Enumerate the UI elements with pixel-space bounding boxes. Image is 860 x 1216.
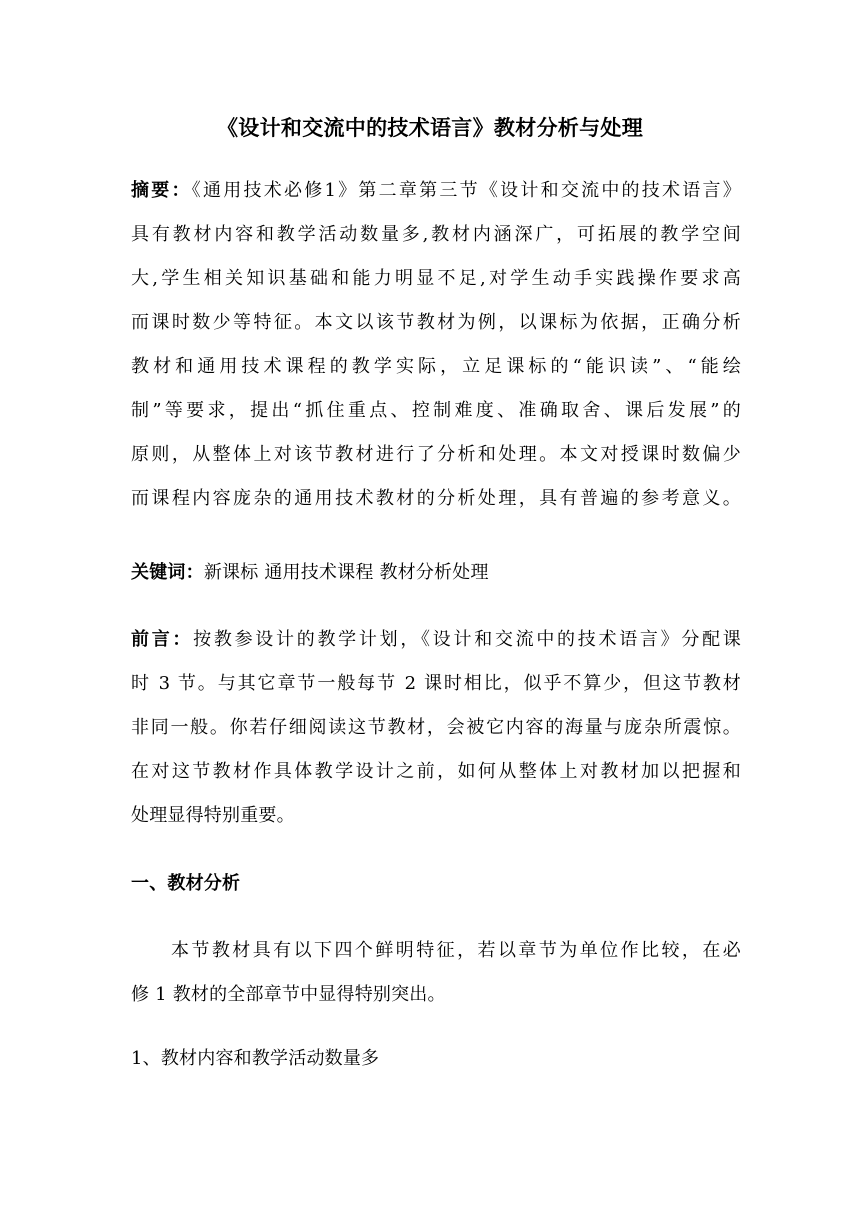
section-paragraph-line-1: 本节教材具有以下四个鲜明特征，若以章节为单位作比较，在必 <box>171 940 741 961</box>
abstract-line: 而课时数少等特征。本文以该节教材为例，以课标为依据，正确分析 <box>131 312 741 333</box>
preface-line-1 <box>131 627 741 653</box>
section-heading: 一、教材分析 <box>131 873 241 894</box>
abstract-line: 大,学生相关知识基础和能力明显不足,对学生动手实践操作要求高 <box>131 268 741 289</box>
abstract-line: 而课程内容庞杂的通用技术教材的分析处理，具有普遍的参考意义。 <box>131 488 741 509</box>
keywords-line <box>131 560 741 586</box>
abstract-line: 制”等要求，提出“抓住重点、控制难度、准确取舍、课后发展”的 <box>131 400 741 421</box>
preface-line: 非同一般。你若仔细阅读这节教材，会被它内容的海量与庞杂所震惊。 <box>131 717 741 738</box>
subsection-heading: 1、教材内容和教学活动数量多 <box>131 1048 380 1069</box>
keywords-label: 关键词： <box>131 562 204 583</box>
preface-line: 在对这节教材作具体教学设计之前，如何从整体上对教材加以把握和 <box>131 761 741 782</box>
document-title: 《设计和交流中的技术语言》教材分析与处理 <box>217 115 643 140</box>
abstract-text-first: 《通用技术必修1》第二章第三节《设计和交流中的技术语言》 <box>191 180 741 201</box>
section-paragraph-line-2: 修 1 教材的全部章节中显得特别突出。 <box>131 984 446 1005</box>
abstract-line: 具有教材内容和教学活动数量多,教材内涵深广，可拓展的教学空间 <box>131 224 741 245</box>
preface-line: 处理显得特别重要。 <box>131 805 295 826</box>
abstract-line-1 <box>131 178 741 204</box>
preface-text-first: 按教参设计的教学计划，《设计和交流中的技术语言》分配课 <box>193 629 741 650</box>
preface-label: 前言： <box>131 629 194 650</box>
preface-line: 时 3 节。与其它章节一般每节 2 课时相比，似乎不算少，但这节教材 <box>131 673 741 694</box>
abstract-line: 教材和通用技术课程的教学实际，立足课标的“能识读”、“能绘 <box>131 356 741 377</box>
keywords-text: 新课标 通用技术课程 教材分析处理 <box>203 562 489 583</box>
abstract-line: 原则，从整体上对该节教材进行了分析和处理。本文对授课时数偏少 <box>131 444 741 465</box>
abstract-label: 摘要： <box>131 180 192 201</box>
